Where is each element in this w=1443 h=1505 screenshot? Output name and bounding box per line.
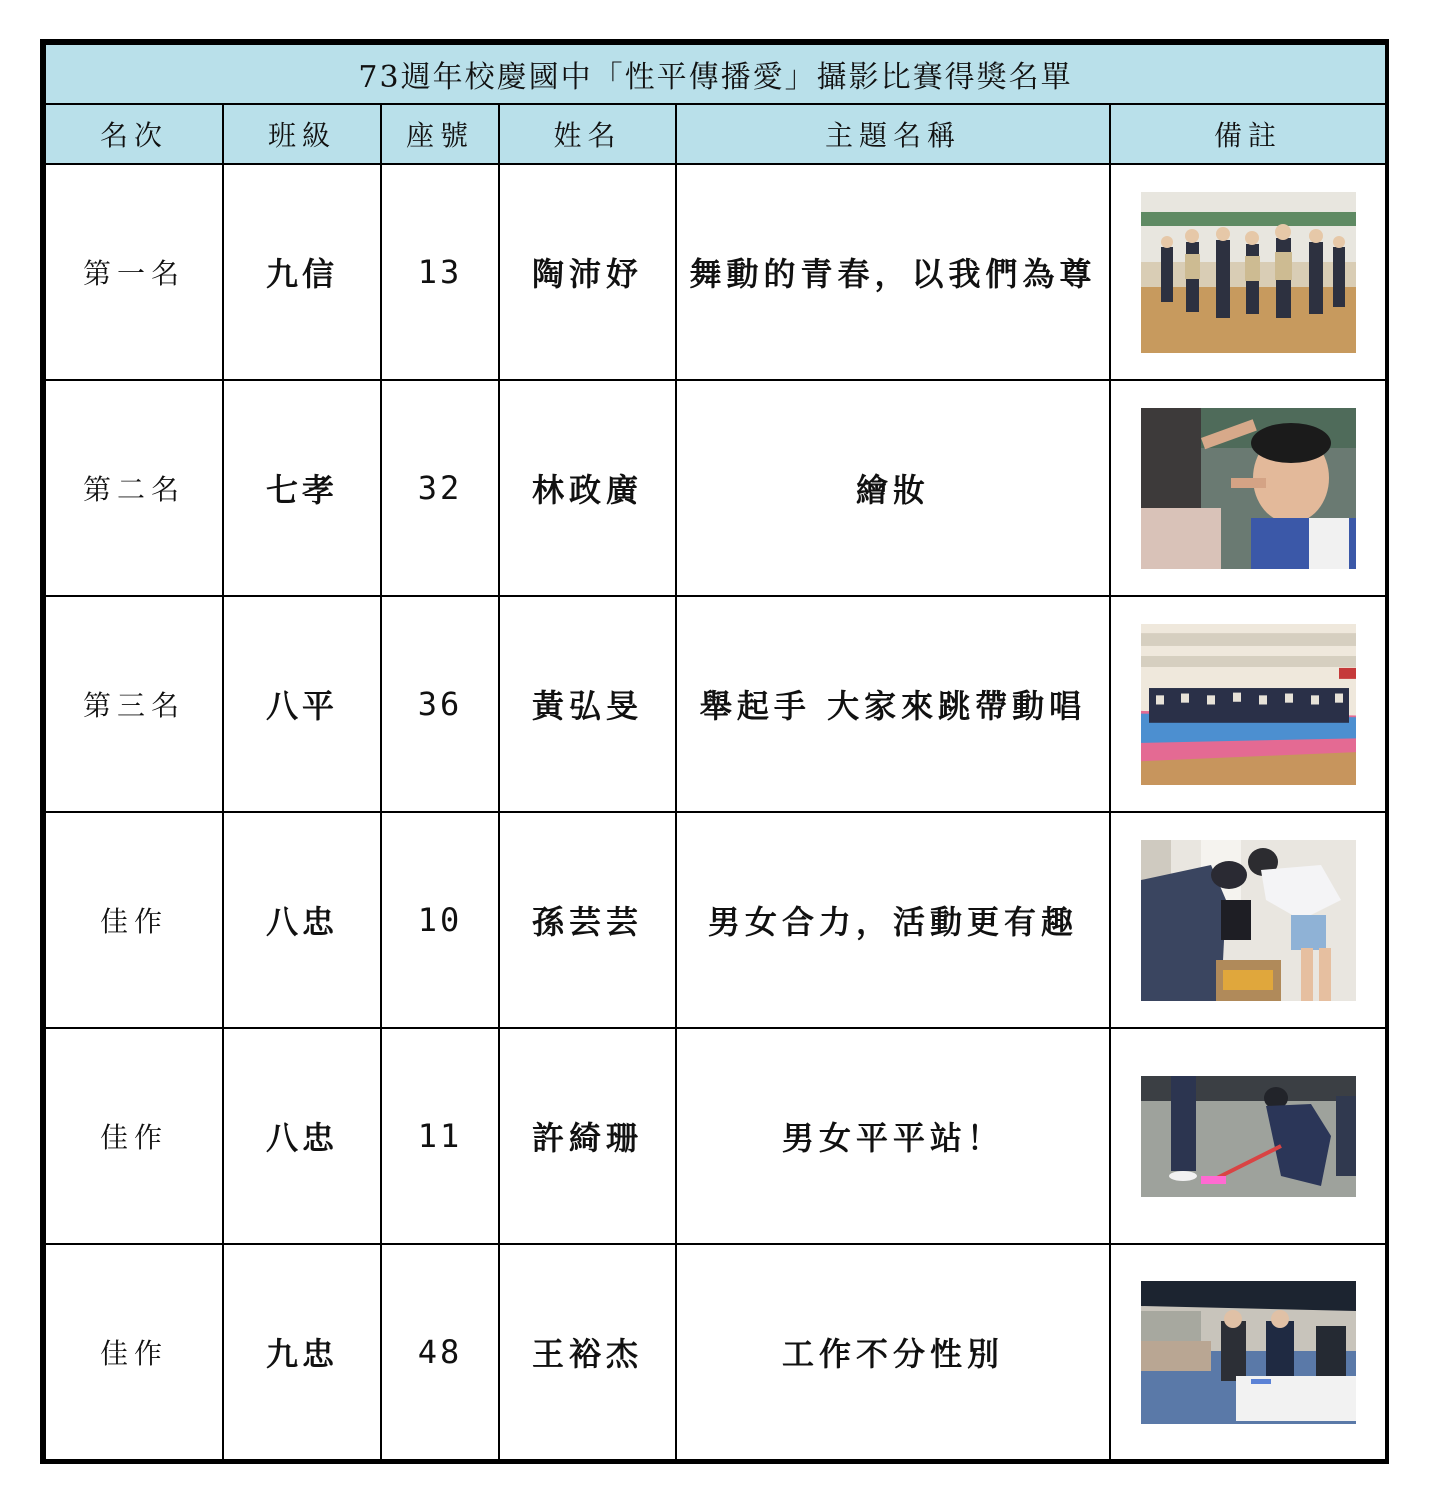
table-title: 73週年校慶國中「性平傳播愛」攝影比賽得獎名單 (45, 44, 1386, 104)
teamwork-photo (1141, 840, 1356, 1001)
topic-cell: 舞動的青春，以我們為尊 (676, 164, 1110, 380)
name-cell: 林政廣 (499, 380, 676, 596)
photo-cell (1110, 380, 1386, 596)
table-row (45, 812, 1386, 1028)
rank-cell: 第三名 (45, 596, 223, 812)
seat-cell: 13 (381, 164, 499, 380)
topic-cell: 男女平平站！ (676, 1028, 1110, 1244)
table-row (45, 596, 1386, 812)
topic-cell: 男女合力，活動更有趣 (676, 812, 1110, 1028)
class-cell: 八忠 (223, 1028, 381, 1244)
photo-cell (1110, 1028, 1386, 1244)
photo-cell (1110, 812, 1386, 1028)
rank-cell: 佳作 (45, 1244, 223, 1460)
class-cell: 八忠 (223, 812, 381, 1028)
name-cell: 王裕杰 (499, 1244, 676, 1460)
seat-cell: 32 (381, 380, 499, 596)
seat-cell: 36 (381, 596, 499, 812)
title-row (45, 44, 1386, 104)
photo-cell (1110, 164, 1386, 380)
topic-cell: 繪妝 (676, 380, 1110, 596)
name-cell: 黃弘旻 (499, 596, 676, 812)
rank-cell: 佳作 (45, 1028, 223, 1244)
topic-cell: 舉起手 大家來跳帶動唱 (676, 596, 1110, 812)
photo-cell (1110, 1244, 1386, 1460)
seat-cell: 11 (381, 1028, 499, 1244)
class-cell: 八平 (223, 596, 381, 812)
table-row (45, 380, 1386, 596)
table-row (45, 164, 1386, 380)
name-cell: 陶沛妤 (499, 164, 676, 380)
name-cell: 孫芸芸 (499, 812, 676, 1028)
class-cell: 七孝 (223, 380, 381, 596)
name-cell: 許綺珊 (499, 1028, 676, 1244)
seat-cell: 48 (381, 1244, 499, 1460)
header-seat: 座號 (381, 104, 499, 164)
rank-cell: 佳作 (45, 812, 223, 1028)
header-remarks: 備註 (1110, 104, 1386, 164)
gym-dance-photo (1141, 624, 1356, 785)
award-table (44, 43, 1387, 1461)
topic-cell: 工作不分性別 (676, 1244, 1110, 1460)
photo-cell (1110, 596, 1386, 812)
class-cell: 九信 (223, 164, 381, 380)
header-row (45, 104, 1386, 164)
header-topic: 主題名稱 (676, 104, 1110, 164)
award-list-sheet (40, 39, 1389, 1464)
rank-cell: 第二名 (45, 380, 223, 596)
header-class: 班級 (223, 104, 381, 164)
class-cell: 九忠 (223, 1244, 381, 1460)
makeup-photo (1141, 408, 1356, 569)
table-row (45, 1028, 1386, 1244)
booth-photo (1141, 1281, 1356, 1424)
header-rank: 名次 (45, 104, 223, 164)
dance-group-photo (1141, 192, 1356, 353)
seat-cell: 10 (381, 812, 499, 1028)
header-name: 姓名 (499, 104, 676, 164)
rank-cell: 第一名 (45, 164, 223, 380)
mopping-photo (1141, 1076, 1356, 1197)
table-row (45, 1244, 1386, 1460)
